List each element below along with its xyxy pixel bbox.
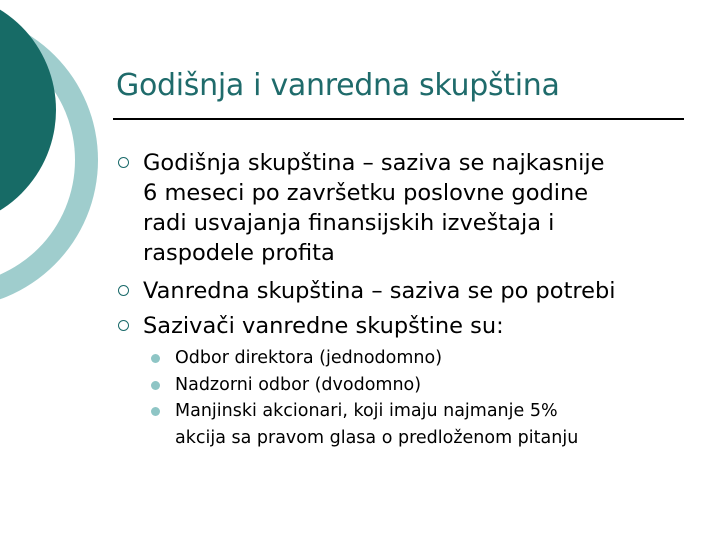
subbullet-dot-icon bbox=[151, 354, 160, 363]
bullet-ring-icon bbox=[118, 320, 129, 331]
bullet-item: Sazivači vanredne skupštine su: bbox=[143, 313, 504, 339]
bullet-ring-icon bbox=[118, 157, 129, 168]
subbullet-item: Nadzorni odbor (dvodomno) bbox=[175, 375, 422, 395]
subbullet-dot-icon bbox=[151, 381, 160, 390]
decorative-circles bbox=[0, 0, 110, 300]
bullet-item: Godišnja skupština – saziva se najkasnije 6 meseci po završetku poslovne godine radi usvajanja finansijskih izveštaja i raspodele profita bbox=[143, 150, 605, 266]
bullet-item: Vanredna skupština – saziva se po potrebi bbox=[143, 278, 616, 304]
title-underline bbox=[113, 118, 684, 120]
bullet-ring-icon bbox=[118, 285, 129, 296]
subbullet-item: Odbor direktora (jednodomno) bbox=[175, 348, 443, 368]
subbullet-item: Manjinski akcionari, koji imaju najmanje 5% akcija sa pravom glasa o predloženom pitanju bbox=[175, 401, 579, 448]
subbullet-dot-icon bbox=[151, 407, 160, 416]
slide-title: Godišnja i vanredna skupština bbox=[116, 68, 560, 103]
